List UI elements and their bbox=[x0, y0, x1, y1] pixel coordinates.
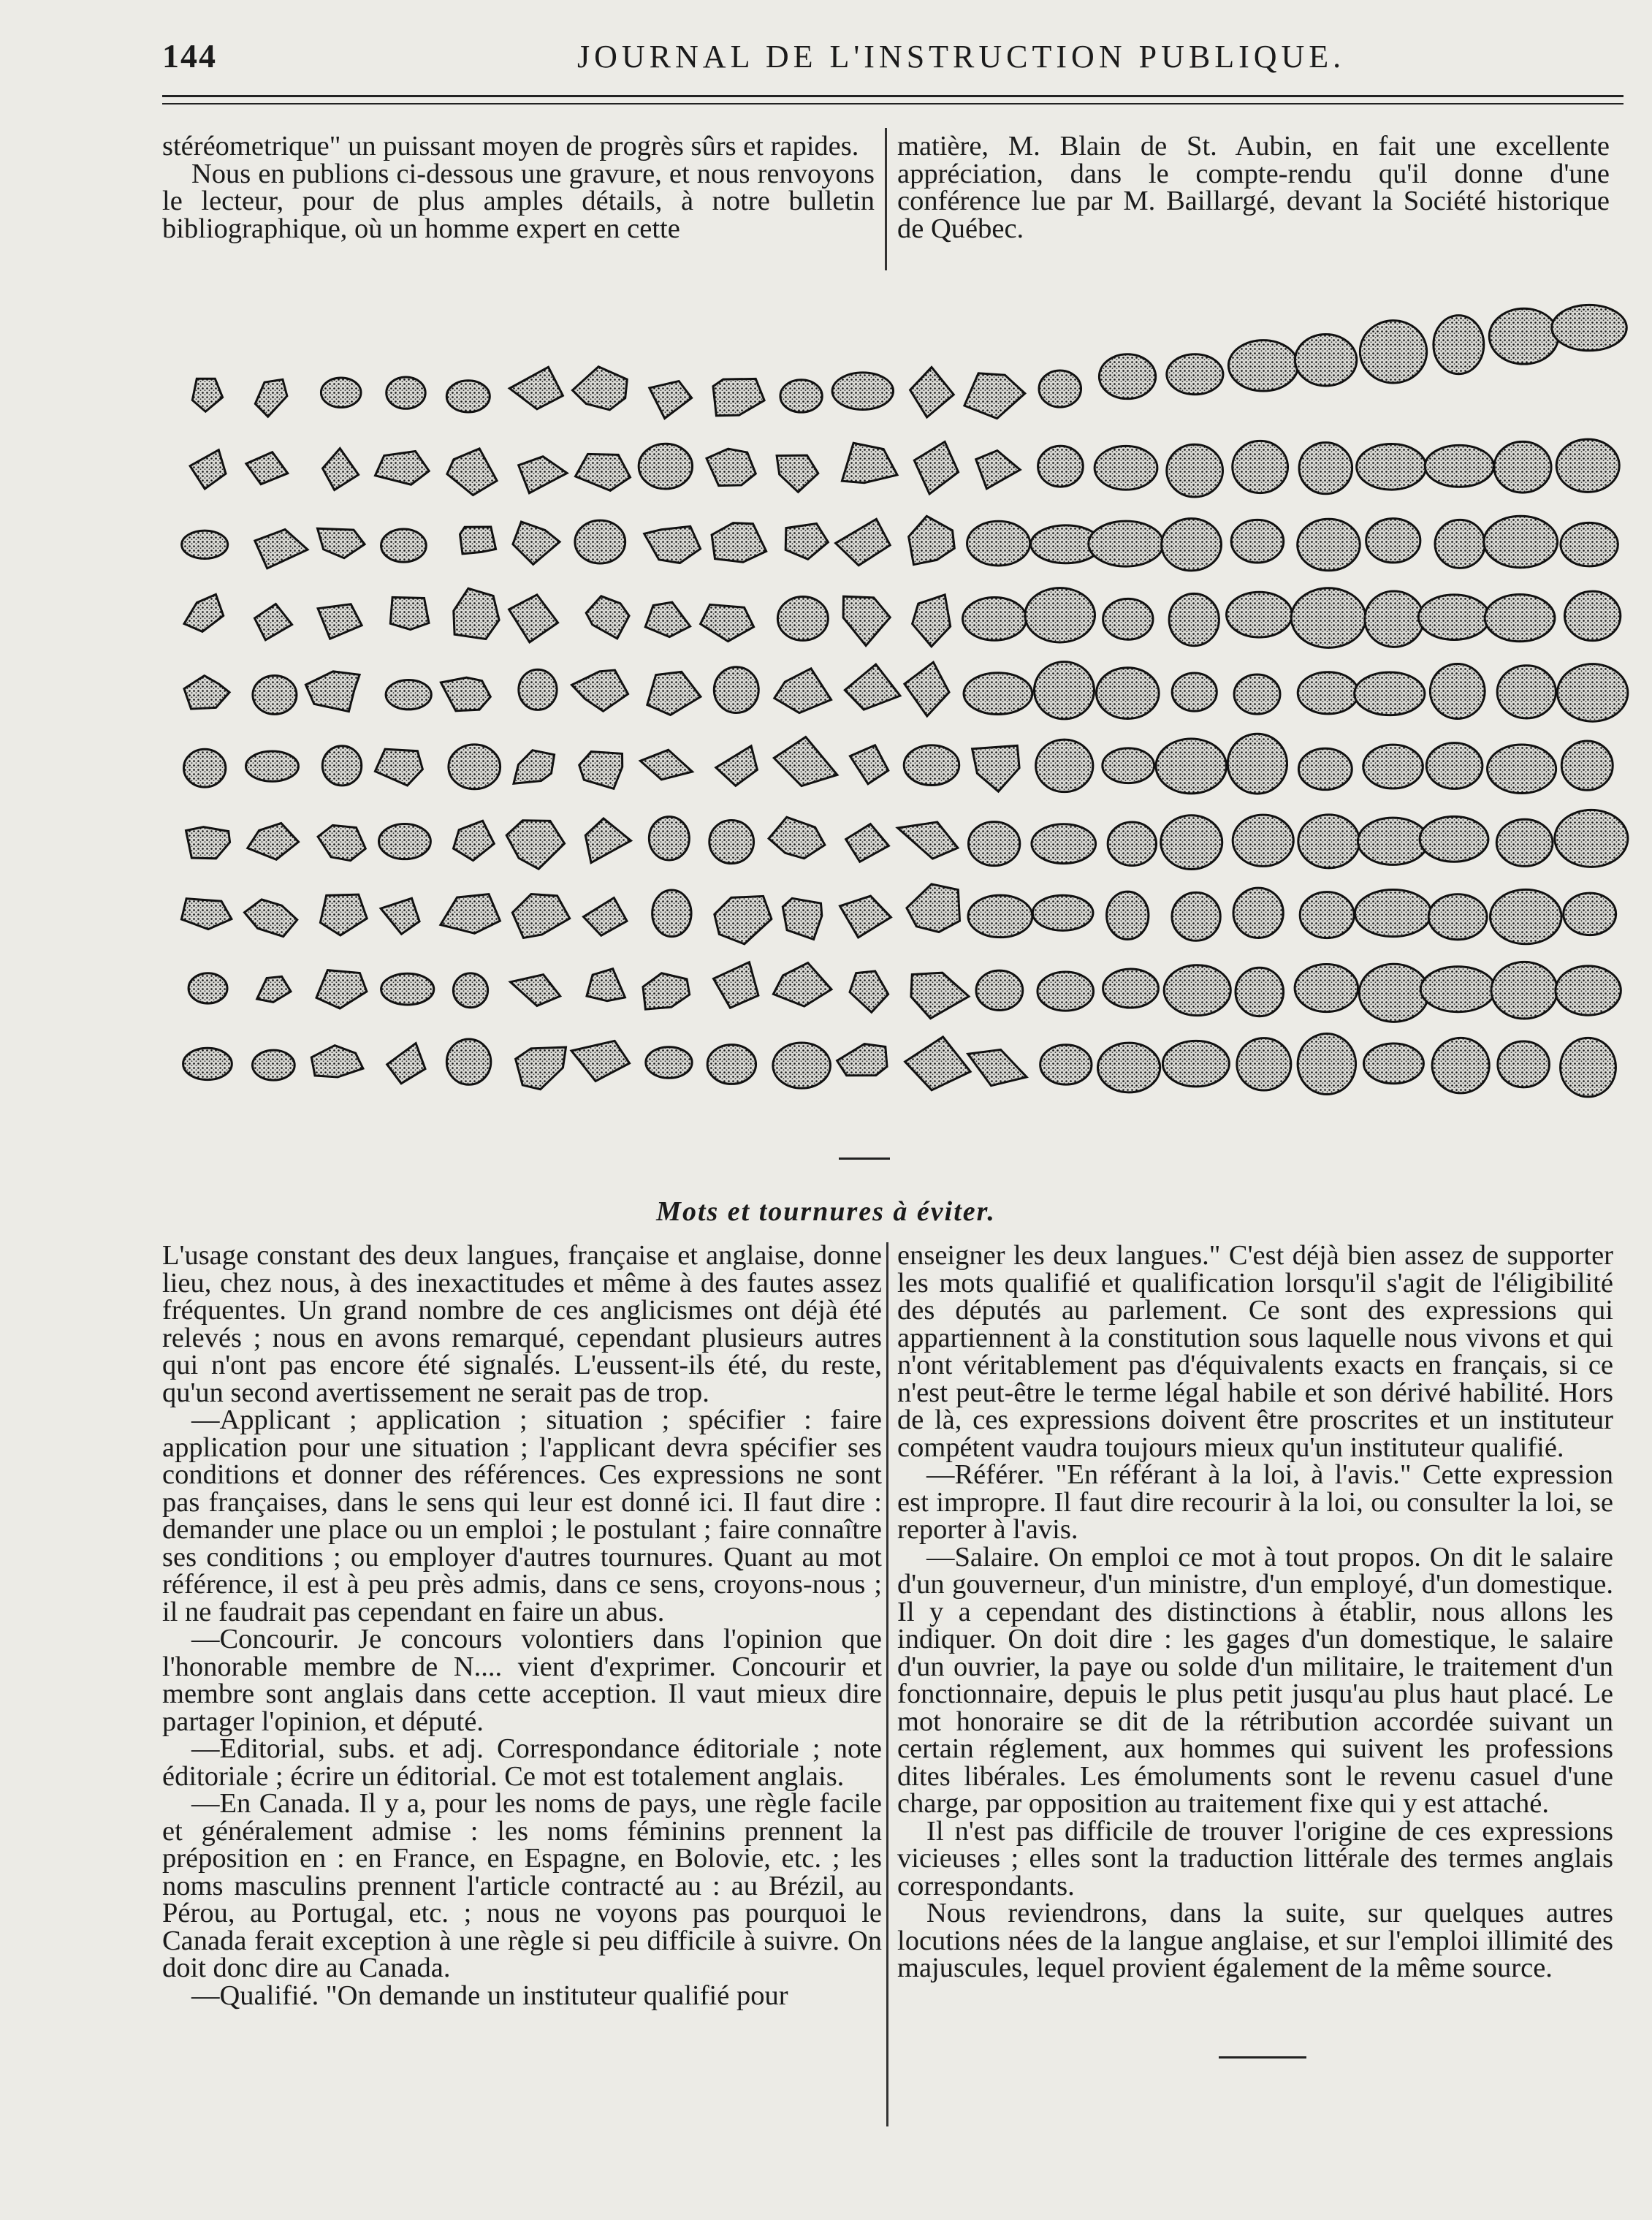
engraved-solid bbox=[1298, 815, 1360, 868]
engraved-solid bbox=[318, 528, 365, 558]
engraved-solid bbox=[911, 973, 969, 1019]
engraved-solid bbox=[579, 752, 623, 789]
column-divider bbox=[885, 128, 887, 270]
engraved-solid bbox=[1233, 441, 1288, 493]
engraved-solid bbox=[1425, 445, 1493, 487]
engraved-solid bbox=[1089, 521, 1163, 566]
engraved-solid bbox=[189, 973, 227, 1003]
column-divider bbox=[886, 1242, 888, 2126]
engraved-solid bbox=[898, 822, 958, 859]
engraved-solid bbox=[964, 673, 1032, 715]
engraved-solid bbox=[843, 596, 890, 645]
paragraph: matière, M. Blain de St. Aubin, en fait une excellente appréciation, dans le compte-rendu qu'il donne d'une conférence lue par M. Baillargé, devant la Société historique de Québec. bbox=[897, 131, 1610, 244]
engraved-solid bbox=[381, 973, 434, 1005]
engraved-solid bbox=[1038, 972, 1094, 1011]
engraved-solid bbox=[454, 821, 495, 860]
engraved-solid bbox=[773, 1043, 831, 1088]
engraved-solid bbox=[1295, 334, 1356, 385]
engraved-solid bbox=[446, 381, 490, 412]
paragraph: stéréometrique" un puissant moyen de progrès sûrs et rapides. bbox=[162, 131, 859, 161]
engraved-solid bbox=[1162, 1041, 1229, 1087]
engraved-solid bbox=[907, 884, 960, 932]
engraved-solid bbox=[850, 745, 888, 784]
engraved-solid bbox=[701, 604, 754, 641]
engraved-solid bbox=[963, 598, 1027, 641]
page-number: 144 bbox=[162, 37, 217, 75]
engraved-solid bbox=[316, 970, 367, 1008]
paragraph: —Salaire. On emploi ce mot à tout propos. On dit le salaire d'un gouverneur, d'un ministre, d'un employé, d'un domestique. Il y a cependant des distinctions à établir, nous allons les indiquer. On doit dire : les gages d'un domestique, le salaire d'un ouvrier, la paye ou solde d'un militaire, le traitement d'un fonctionnaire, depuis le plus petit jusqu'au plus haut placé. Le mot honoraire se dit de la rétribution accordée suivant un certain réglement, aux hommes qui suivent les professions dites libérales. Les émoluments sont le revenu casuel d'une charge, par opposition au traitement fixe qui y est attaché. bbox=[897, 1541, 1613, 1819]
engraved-solid bbox=[967, 521, 1030, 566]
engraved-solid bbox=[968, 1049, 1027, 1085]
engraved-solid bbox=[976, 970, 1023, 1010]
engraved-solid bbox=[1556, 966, 1621, 1015]
engraved-solid bbox=[181, 899, 232, 930]
engraved-solid bbox=[1561, 522, 1618, 566]
engraved-solid bbox=[184, 594, 224, 631]
engraved-solid bbox=[1366, 519, 1420, 563]
engraved-solid bbox=[390, 597, 429, 629]
engraved-solid bbox=[386, 680, 431, 709]
engraved-solid bbox=[1162, 519, 1222, 571]
engraved-solid bbox=[183, 749, 225, 787]
engraved-solid bbox=[511, 975, 560, 1006]
article-right-column bbox=[897, 1242, 1613, 1983]
engraved-solid bbox=[192, 379, 222, 411]
engraved-solid bbox=[584, 898, 628, 936]
section-divider bbox=[839, 1157, 890, 1160]
engraved-solid bbox=[446, 1039, 490, 1084]
engraved-solid bbox=[512, 894, 569, 938]
engraved-solid bbox=[1228, 341, 1298, 391]
engraved-solid bbox=[1355, 672, 1425, 715]
engraved-solid bbox=[913, 595, 951, 647]
engraved-solid bbox=[573, 367, 628, 410]
engraved-solid bbox=[1365, 591, 1423, 647]
engraved-solid bbox=[1167, 354, 1223, 395]
engraved-solid bbox=[1299, 443, 1352, 494]
engraved-solid bbox=[441, 894, 500, 934]
engraved-solid bbox=[1355, 890, 1431, 937]
engraved-solid bbox=[1156, 739, 1226, 794]
engraved-solid bbox=[840, 896, 891, 938]
engraved-solid bbox=[245, 900, 297, 937]
engraved-solid bbox=[1564, 893, 1616, 935]
engraved-solid bbox=[182, 531, 228, 558]
engraved-solid bbox=[1231, 520, 1284, 563]
engraved-solid bbox=[509, 595, 558, 642]
engraved-solid bbox=[709, 820, 754, 863]
engraved-solid bbox=[645, 602, 690, 637]
engraved-solid bbox=[1430, 664, 1485, 718]
engraved-solid bbox=[845, 664, 900, 710]
engraved-solid bbox=[1489, 308, 1558, 364]
engraved-solid bbox=[1418, 595, 1490, 640]
stereometric-solids-engraving bbox=[162, 278, 1631, 1155]
engraved-solid bbox=[248, 824, 299, 860]
engraved-solid bbox=[713, 379, 764, 415]
engraved-solid bbox=[1496, 819, 1553, 866]
engraved-solid bbox=[255, 379, 287, 417]
engraved-solid bbox=[1435, 520, 1485, 568]
engraved-solid bbox=[643, 973, 690, 1009]
paragraph: —Qualifié. "On demande un instituteur qualifié pour bbox=[191, 1980, 788, 2011]
engraved-solid bbox=[1107, 892, 1149, 939]
engraved-solid bbox=[1491, 889, 1562, 943]
section-title: Mots et tournures à éviter. bbox=[656, 1196, 996, 1227]
engraved-solid bbox=[1300, 892, 1354, 938]
header-double-rule bbox=[162, 95, 1624, 104]
engraved-solid bbox=[968, 895, 1032, 938]
engraved-solid bbox=[387, 1044, 425, 1084]
engraved-solid bbox=[1432, 1038, 1489, 1093]
engraved-solid bbox=[1298, 672, 1358, 714]
engraved-solid bbox=[707, 449, 755, 485]
engraved-solid bbox=[1036, 740, 1093, 792]
engraved-solid bbox=[714, 962, 758, 1008]
engraved-solid bbox=[1561, 1038, 1616, 1097]
engraved-solid bbox=[639, 444, 692, 489]
engraved-solid bbox=[1556, 439, 1619, 492]
engraved-solid bbox=[585, 818, 631, 863]
engraved-solid bbox=[519, 669, 557, 710]
engraved-solid bbox=[785, 524, 828, 560]
engraved-solid bbox=[183, 1048, 232, 1079]
engraved-solid bbox=[1420, 816, 1488, 862]
engraved-solid bbox=[255, 604, 292, 640]
engraved-solid bbox=[1108, 822, 1156, 866]
engraved-solid bbox=[1426, 743, 1482, 789]
engraving-plate bbox=[162, 278, 1631, 1155]
engraved-solid bbox=[1428, 894, 1487, 940]
engraved-solid bbox=[968, 822, 1019, 866]
engraved-solid bbox=[186, 827, 230, 859]
engraved-solid bbox=[1497, 666, 1556, 718]
paragraph: Nous reviendrons, dans la suite, sur quelques autres locutions nées de la langue anglaise, et sur l'emploi illimité des majuscules, lequel provient également de la même source. bbox=[897, 1898, 1613, 1983]
engraved-solid bbox=[1025, 588, 1095, 642]
engraved-solid bbox=[381, 898, 419, 934]
engraved-solid bbox=[1295, 964, 1358, 1011]
engraved-solid bbox=[1420, 967, 1495, 1012]
engraved-solid bbox=[453, 973, 487, 1008]
engraved-solid bbox=[190, 450, 226, 489]
engraved-solid bbox=[379, 824, 431, 859]
engraved-solid bbox=[832, 373, 893, 410]
engraved-solid bbox=[1034, 662, 1094, 719]
engraved-solid bbox=[777, 455, 818, 492]
engraved-solid bbox=[972, 745, 1020, 791]
engraved-solid bbox=[646, 1047, 692, 1078]
engraved-solid bbox=[454, 588, 499, 639]
engraved-solid bbox=[910, 368, 954, 418]
engraved-solid bbox=[571, 1041, 629, 1081]
engraved-solid bbox=[1485, 595, 1555, 642]
engraved-solid bbox=[246, 452, 288, 484]
engraved-solid bbox=[1040, 1045, 1092, 1084]
engraved-solid bbox=[1095, 446, 1157, 490]
engraved-solid bbox=[1491, 962, 1557, 1019]
engraved-solid bbox=[447, 449, 497, 495]
engraved-solid bbox=[914, 442, 958, 494]
engraved-solid bbox=[519, 457, 567, 493]
engraved-solid bbox=[1558, 664, 1628, 722]
engraved-solid bbox=[837, 1044, 887, 1076]
engraved-solid bbox=[1103, 969, 1159, 1008]
engraved-solid bbox=[1363, 1044, 1423, 1084]
engraved-solid bbox=[905, 1037, 971, 1090]
engraved-solid bbox=[780, 380, 822, 412]
engraved-solid bbox=[1298, 748, 1352, 789]
engraved-solid bbox=[253, 676, 297, 715]
engraved-solid bbox=[1434, 316, 1484, 374]
engraved-solid bbox=[836, 519, 891, 565]
engraved-solid bbox=[842, 443, 897, 482]
paragraph: —Concourir. Je concours volontiers dans l'opinion que l'honorable membre de N.... vient d'exprimer. Concourir et membre sont anglais dans cette acception. Il vaut mieux dire partager l'opinion, et député. bbox=[162, 1624, 882, 1737]
engraved-solid bbox=[1097, 1043, 1160, 1092]
engraved-solid bbox=[652, 890, 691, 937]
engraved-solid bbox=[1172, 673, 1217, 711]
engraved-solid bbox=[783, 898, 822, 939]
running-title: JOURNAL DE L'INSTRUCTION PUBLIQUE. bbox=[577, 39, 1346, 75]
top-right-column bbox=[897, 133, 1610, 243]
engraved-solid bbox=[1561, 741, 1613, 790]
engraved-solid bbox=[253, 1050, 295, 1080]
engraved-solid bbox=[320, 894, 367, 935]
engraved-solid bbox=[1096, 668, 1159, 719]
top-left-column bbox=[162, 133, 875, 243]
engraved-solid bbox=[1564, 591, 1620, 641]
engraved-solid bbox=[850, 971, 888, 1012]
engraved-solid bbox=[587, 969, 625, 1001]
engraved-solid bbox=[777, 597, 828, 641]
engraved-solid bbox=[1227, 592, 1293, 637]
engraved-solid bbox=[514, 750, 555, 784]
engraved-solid bbox=[441, 677, 490, 711]
engraved-solid bbox=[516, 1047, 566, 1090]
engraved-solid bbox=[506, 821, 564, 870]
engraved-solid bbox=[513, 522, 560, 564]
engraved-solid bbox=[1555, 810, 1628, 867]
engraved-solid bbox=[769, 817, 825, 859]
engraved-solid bbox=[460, 527, 496, 554]
paragraph: L'usage constant des deux langues, française et anglaise, donne lieu, chez nous, à des inexactitudes et même à des fautes assez fréquentes. Un grand nombre de ces anglicismes ont déjà été relevés ; nous en avons remarqué, cependant plusieurs autres qui n'ont pas encore été signalés. L'eussent-ils été, du reste, qu'un second avertissement ne serait pas de trop. bbox=[162, 1240, 882, 1408]
engraved-solid bbox=[647, 672, 701, 715]
engraved-solid bbox=[904, 745, 959, 786]
engraved-solid bbox=[1172, 892, 1220, 940]
engraved-solid bbox=[509, 367, 563, 409]
paragraph: —Applicant ; application ; situation ; spécifier : faire application pour une situation ; l'applicant devra spécifier ses conditions et donner des références. Ces expressions ne sont pas françaises, dans le sens qui leur est donné ici. Il faut dire : demander une place ou un emploi ; le postulant ; faire connaître ses conditions ; ou employer d'autres tournures. Quant au mot référence, il est à peu près admis, dans ce sens, croyons-nous ; il ne faudrait pas cependant en faire un abus. bbox=[162, 1404, 882, 1627]
engraved-solid bbox=[1234, 674, 1280, 714]
engraved-solid bbox=[1039, 370, 1081, 407]
engraved-solid bbox=[774, 737, 837, 786]
engraved-solid bbox=[650, 381, 692, 419]
engraved-solid bbox=[318, 825, 365, 860]
engraved-solid bbox=[1291, 588, 1366, 648]
engraved-solid bbox=[1494, 441, 1551, 493]
engraved-solid bbox=[649, 817, 689, 860]
engraved-solid bbox=[905, 662, 949, 716]
engraved-solid bbox=[1488, 745, 1556, 794]
engraved-solid bbox=[909, 516, 955, 564]
engraved-solid bbox=[375, 749, 422, 786]
engraved-solid bbox=[846, 824, 889, 862]
engraved-solid bbox=[1103, 598, 1153, 639]
engraved-solid bbox=[1169, 593, 1219, 645]
engraved-solid bbox=[1298, 1034, 1355, 1095]
engraved-solid bbox=[1298, 519, 1360, 571]
engraved-solid bbox=[381, 529, 427, 562]
engraved-solid bbox=[257, 976, 291, 1002]
engraved-solid bbox=[1359, 964, 1428, 1022]
paragraph: —En Canada. Il y a, pour les noms de pays, une règle facile et généralement admise : les noms féminins prennent la préposition en : en France, en Espagne, en Bolovie, etc. ; les noms masculins prennent l'article contracté au : au Brézil, au Pérou, au Portugal, etc. ; nous ne voyons pas pourquoi le Canada ferait exception à une règle si peu difficile à suivre. On doit donc dire au Canada. bbox=[162, 1788, 882, 1983]
engraved-solid bbox=[976, 451, 1021, 489]
engraved-solid bbox=[1237, 1038, 1291, 1090]
engraved-solid bbox=[712, 523, 766, 563]
engraved-solid bbox=[1038, 446, 1084, 487]
engraved-solid bbox=[714, 667, 758, 713]
engraved-solid bbox=[575, 520, 625, 563]
end-divider bbox=[1219, 2056, 1306, 2059]
engraved-solid bbox=[964, 373, 1025, 419]
engraved-solid bbox=[1167, 444, 1223, 497]
engraved-solid bbox=[707, 1045, 755, 1084]
paragraph: —Editorial, subs. et adj. Correspondance éditoriale ; note éditoriale ; écrire un éditorial. Ce mot est totalement anglais. bbox=[162, 1733, 882, 1792]
engraved-solid bbox=[318, 604, 362, 639]
paragraph: Nous en publions ci-dessous une gravure, et nous renvoyons le lecteur, pour de plus amples détails, à notre bulletin bibliographique, où un homme expert en cette bbox=[162, 158, 875, 244]
engraved-solid bbox=[640, 750, 692, 780]
engraved-solid bbox=[449, 745, 500, 789]
engraved-solid bbox=[245, 751, 298, 781]
engraved-solid bbox=[644, 526, 701, 563]
engraved-solid bbox=[1233, 888, 1283, 938]
engraved-solid bbox=[321, 378, 361, 407]
engraved-solid bbox=[572, 670, 628, 711]
engraved-solid bbox=[774, 669, 831, 713]
engraved-solid bbox=[715, 896, 772, 944]
engraved-solid bbox=[1032, 824, 1096, 864]
engraved-solid bbox=[255, 530, 308, 569]
engraved-solid bbox=[323, 449, 359, 490]
paragraph: Il n'est pas difficile de trouver l'origine de ces expressions vicieuses ; elles sont la traduction littérale des termes anglais correspondants. bbox=[897, 1815, 1613, 1901]
engraved-solid bbox=[576, 454, 631, 490]
engraved-solid bbox=[716, 746, 758, 786]
engraved-solid bbox=[773, 963, 831, 1007]
engraved-solid bbox=[1360, 321, 1426, 383]
engraved-solid bbox=[1099, 354, 1155, 399]
engraved-solid bbox=[387, 377, 425, 408]
engraved-solid bbox=[1484, 516, 1558, 567]
engraved-solid bbox=[1032, 895, 1093, 930]
engraved-solid bbox=[1357, 444, 1426, 490]
paragraph: enseigner les deux langues." C'est déjà bien assez de supporter les mots qualifié et qualification lorsqu'il s'agit de l'éligibilité des députés au parlement. Ce sont des expressions qui appartiennent à la constitution sous laquelle nous vivons et qui n'ont véritablement pas d'équivalents exacts en français, si ce n'est peut-être le terme légal habile et son dérivé habilité. Hors de là, ces expressions doivent être proscrites et un instituteur compétent vaudra toujours mieux qu'un instituteur qualifié. bbox=[897, 1240, 1613, 1463]
engraved-solid bbox=[1227, 734, 1287, 794]
engraved-solid bbox=[1164, 965, 1230, 1016]
engraved-solid bbox=[305, 672, 359, 712]
engraved-solid bbox=[1103, 748, 1154, 783]
paragraph: —Référer. "En référant à la loi, à l'avis." Cette expression est impropre. Il faut dire recourir à la loi, ou consulter la loi, se reporter à l'avis. bbox=[897, 1459, 1613, 1545]
article-left-column bbox=[162, 1242, 882, 2010]
engraved-solid bbox=[184, 676, 229, 710]
engraved-solid bbox=[1233, 815, 1293, 866]
engraved-solid bbox=[1358, 818, 1428, 864]
engraved-solid bbox=[1161, 816, 1222, 870]
engraved-solid bbox=[1498, 1041, 1550, 1087]
engraved-solid bbox=[586, 596, 629, 639]
engraved-solid bbox=[1552, 305, 1627, 350]
engraved-solid bbox=[311, 1046, 363, 1077]
engraved-solid bbox=[1236, 968, 1284, 1016]
engraved-solid bbox=[376, 452, 430, 485]
engraved-solid bbox=[322, 746, 361, 786]
engraved-solid bbox=[1363, 745, 1423, 788]
